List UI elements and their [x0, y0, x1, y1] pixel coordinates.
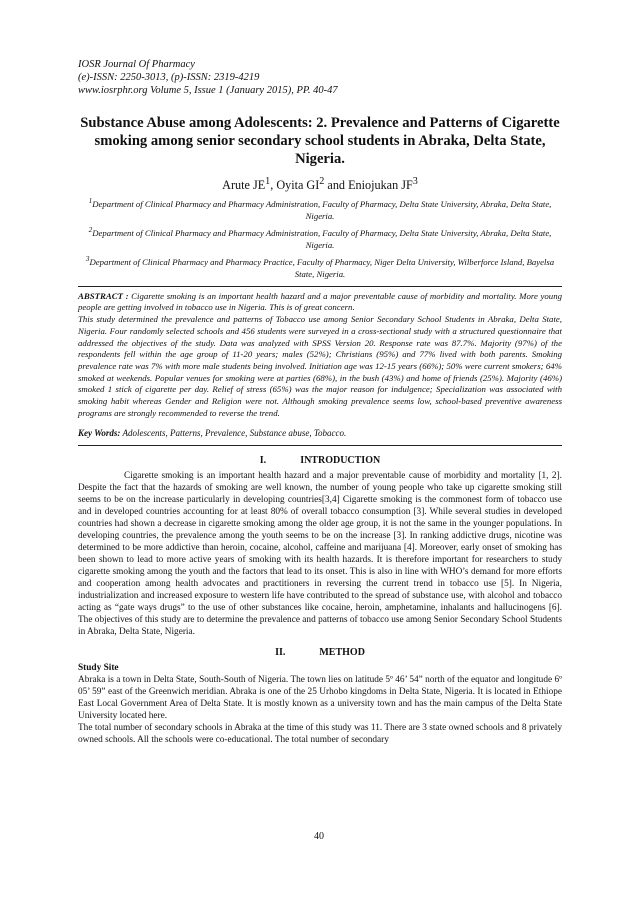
paragraph: Cigarette smoking is an important health hazard and a major preventable cause of morbidity and mortality [1, 2]. Despite the fact that the hazards of smoking are well known, the number of young people who take up cigarette smoking still seems to be on the increase particularly in developing countries[3,4] Cigarette smoking is the commonest form of tobacco use and in developed countries accounting for at least 80% of overall tobacco consumption [3]. While several studies in developed countries had shown a decrease in cigarette smoking among the older age group, it is not the same in the younger populations. In developing countries, the prevalence among the youth seems to be on the increase [3]. In ranking addictive drugs, nicotine was determined to be more addictive than heroin, cocaine, alcohol, caffeine and marijuana [4]. Moreover, early onset of smoking has been shown to lead to more active years of smoking with its health hazards. It is therefore important for researchers to study cigarette smoking among the youth and the factors that lead to its onset. This is also in line with WHO’s demand for more efforts and cooperation among health advocates and practitioners in reversing the current trend in tobacco use [5]. In Nigeria, industrialization and increased exposure to western life have contributed to the spread of substance use, with alcohol and tobacco acting as “gate ways drugs” to the use of other substances like cocaine, heroin, amphetamine, inhalants and hallucinogens [6]. The objectives of this study are to determine the prevalence and patterns of tobacco use among Senior Secondary School Students in Abraka, Delta State, Nigeria.	[78, 471, 562, 638]
paragraph: Abraka is a town in Delta State, South-South of Nigeria. The town lies on latitude 5º 46’ 54” north of the equator and longitude 6º 05’ 59” east of the Greenwich meridian. Abraka is one of the 25 Urhobo kingdoms in Delta State, Nigeria. It is located in Ethiope East Local Government Area of Delta State. It is mostly known as a university town and has the main campus of the Delta State University located here.	[78, 675, 562, 722]
section-title: METHOD	[319, 647, 365, 659]
abstract-text: Cigarette smoking is an important health hazard and a major preventable cause of morbidity and mortality. More young people are getting involved in tobacco use in Nigeria. This is of great concern.	[78, 290, 562, 313]
affiliation-text: Department of Clinical Pharmacy and Pharmacy Practice, Faculty of Pharmacy, Niger Delta University, Wilberforce Island, Bayelsa State, Nigeria.	[89, 256, 555, 279]
divider	[78, 286, 562, 287]
section-title: INTRODUCTION	[300, 455, 381, 467]
affiliation	[78, 224, 562, 251]
author-sup: 3	[412, 176, 418, 187]
abstract-label: ABSTRACT :	[78, 290, 129, 301]
section-heading-introduction	[78, 455, 562, 466]
paper-title: Substance Abuse among Adolescents: 2. Prevalence and Patterns of Cigarette smoking among senior secondary school students in Abraka, Delta State, Nigeria.	[80, 115, 560, 167]
paragraph: The total number of secondary schools in Abraka at the time of this study was 11. There are 3 state owned schools and 8 privately owned schools. All the schools were co-educational. The total number of secondary	[78, 723, 562, 746]
author-name: Oyita GI	[276, 178, 320, 193]
affiliation-sup: 2	[88, 225, 93, 234]
section-heading-method	[78, 647, 562, 658]
keywords-label: Key Words:	[78, 428, 121, 439]
author-separator: and	[324, 178, 349, 193]
subsection-heading: Study Site	[78, 663, 119, 674]
affiliation-text: Department of Clinical Pharmacy and Pharmacy Administration, Faculty of Pharmacy, Delta State University, Abraka, Delta State, Nigeria.	[92, 227, 552, 250]
author-separator: ,	[270, 178, 277, 193]
affiliation	[78, 253, 562, 280]
journal-header	[78, 58, 562, 97]
author-sup: 2	[319, 176, 325, 187]
author-list	[78, 174, 562, 193]
abstract	[78, 291, 562, 420]
affiliation	[78, 195, 562, 222]
section-number: II.	[275, 647, 286, 659]
author-name: Arute JE	[222, 178, 266, 193]
paper-page	[78, 58, 562, 746]
keywords	[78, 427, 562, 439]
journal-name: IOSR Journal Of Pharmacy	[78, 59, 195, 70]
page-number: 40	[314, 831, 324, 842]
keywords-text: Adolescents, Patterns, Prevalence, Substance abuse, Tobacco.	[120, 428, 347, 439]
journal-issn: (e)-ISSN: 2250-3013, (p)-ISSN: 2319-4219	[78, 72, 260, 83]
section-number: I.	[259, 455, 267, 467]
introduction-body	[78, 470, 562, 638]
author-sup: 1	[265, 176, 271, 187]
affiliation-text: Department of Clinical Pharmacy and Pharmacy Administration, Faculty of Pharmacy, Delta State University, Abraka, Delta State, Nigeria.	[92, 198, 552, 221]
affiliation-sup: 3	[85, 254, 90, 263]
journal-volume: www.iosrphr.org Volume 5, Issue 1 (January 2015), PP. 40-47	[78, 85, 338, 96]
method-body	[78, 674, 562, 746]
divider	[78, 445, 562, 446]
affiliation-sup: 1	[88, 197, 93, 206]
author-name: Eniojukan JF	[348, 178, 413, 193]
abstract-text: This study determined the prevalence and patterns of Tobacco use among Senior Secondary School Students in Abraka, Delta State, Nigeria. Four randomly selected schools and 456 students were surveyed in a cross-sectional study with a structured questionnaire that addressed the objectives of the study. Data was analyzed with SPSS Version 20. Response rate was 87.7%. Majority (97%) of the respondents fell within the age group of 11-20 years; males (52%); Christians (95%) and 77% lived with both parents. Smoking prevalence rate was 7% with more male students being involved. Initiation age was 12-15 years (66%); 50% were current smokers; 64% smoked at weekends. Popular venues for smoking were at parties (68%), in the bush (43%) and home of friends (25%). Majority (46%) smoked 1 stick of cigarette per day. Relief of stress (65%) was the major reason for indulgence; Specialization was associated with smoking habit whereas Gender and Religion were not. Although smoking prevalence seems low, school-based preventive awareness programs are strongly recommended to reverse the trend.	[78, 314, 562, 418]
